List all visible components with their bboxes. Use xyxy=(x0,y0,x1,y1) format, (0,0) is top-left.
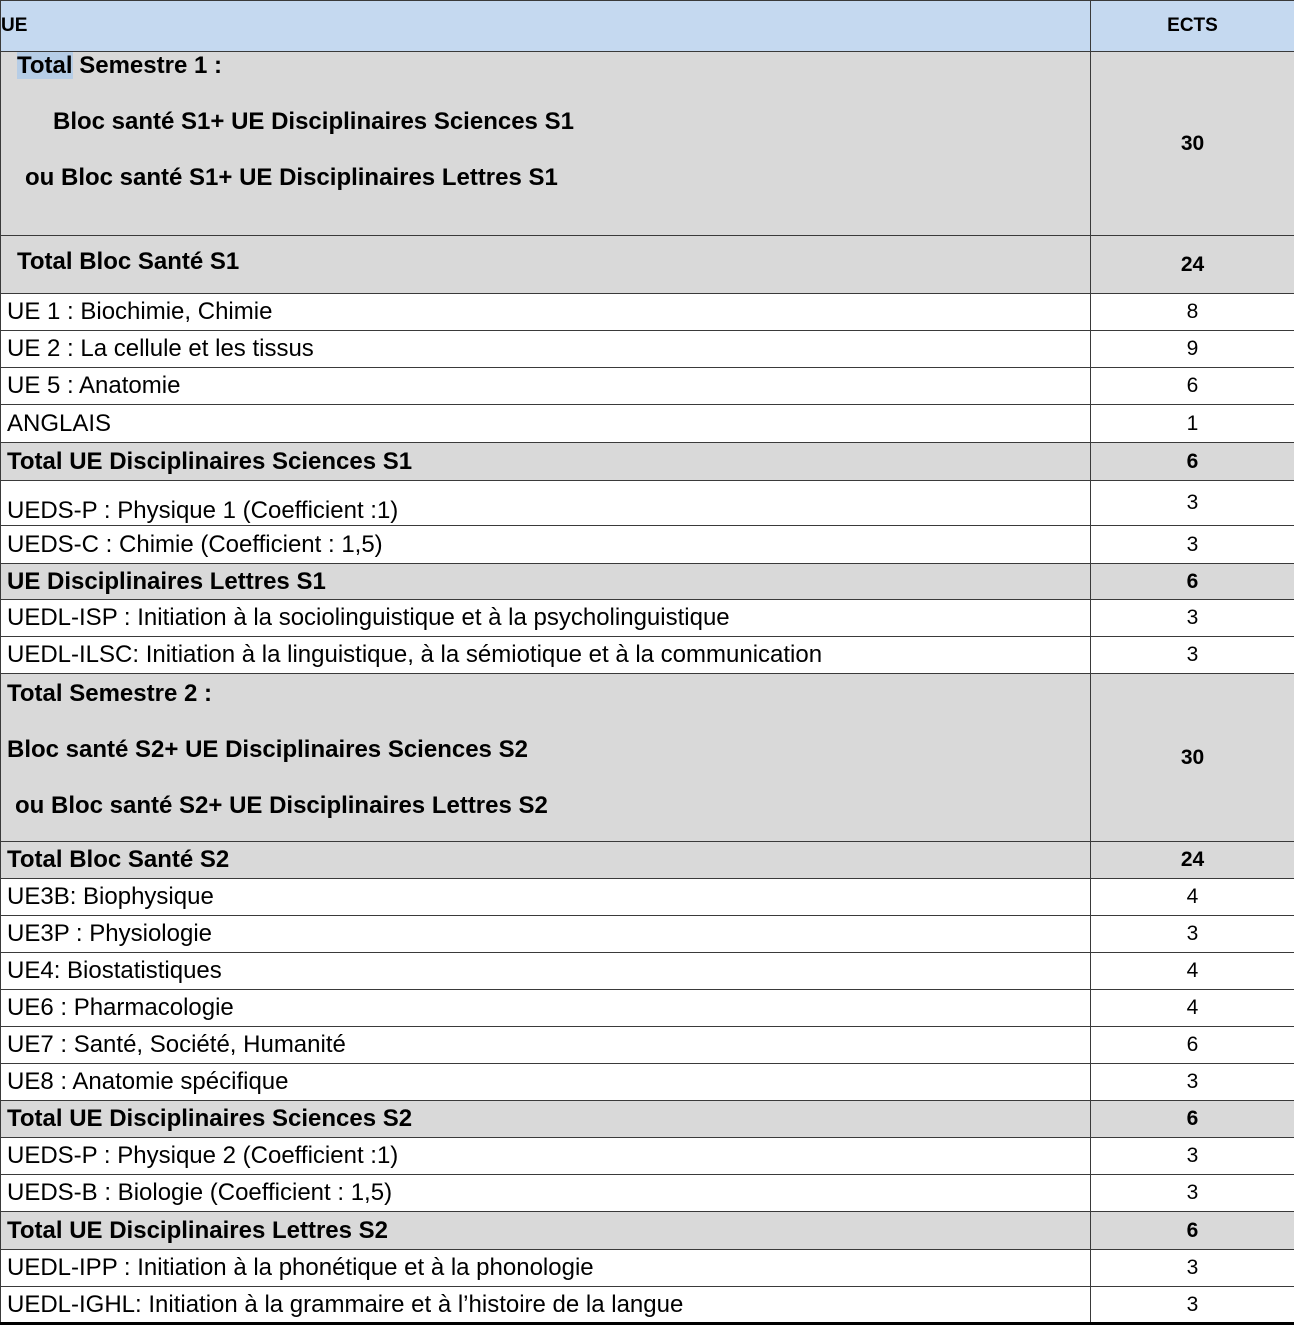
ue-cell: Total UE Disciplinaires Sciences S1 xyxy=(1,443,1091,481)
ue-cell: UE 1 : Biochimie, Chimie xyxy=(1,294,1091,331)
table-row xyxy=(1,481,1294,526)
semester2-total-line3: ou Bloc santé S2+ UE Disciplinaires Lettres S2 xyxy=(15,792,548,819)
ue-cell: UEDL-IPP : Initiation à la phonétique et à la phonologie xyxy=(1,1250,1091,1287)
ects-cell: 8 xyxy=(1091,294,1294,331)
ects-cell: 3 xyxy=(1091,1287,1294,1324)
ue-cell: UEDS-B : Biologie (Coefficient : 1,5) xyxy=(1,1175,1091,1212)
semester2-total-ects: 30 xyxy=(1091,674,1294,842)
ects-cell: 6 xyxy=(1091,443,1294,481)
ue-cell: UE Disciplinaires Lettres S1 xyxy=(1,564,1091,600)
ects-cell: 3 xyxy=(1091,1250,1294,1287)
table-row xyxy=(1,1175,1294,1212)
ects-cell: 6 xyxy=(1091,1027,1294,1064)
ue-cell: UEDS-P : Physique 2 (Coefficient :1) xyxy=(1,1138,1091,1175)
table-row xyxy=(1,1101,1294,1138)
ects-cell: 4 xyxy=(1091,990,1294,1027)
semester1-total-cell xyxy=(1,52,1091,236)
table-row xyxy=(1,236,1294,294)
semester2-total-line2: Bloc santé S2+ UE Disciplinaires Sciences S2 xyxy=(7,736,528,763)
column-header-ue: UE xyxy=(1,1,1091,52)
table-row xyxy=(1,443,1294,481)
ue-cell: UEDS-C : Chimie (Coefficient : 1,5) xyxy=(1,526,1091,564)
table-row xyxy=(1,331,1294,368)
ects-cell: 6 xyxy=(1091,564,1294,600)
ects-cell: 4 xyxy=(1091,879,1294,916)
ects-cell: 4 xyxy=(1091,953,1294,990)
table-row xyxy=(1,953,1294,990)
ects-cell: 3 xyxy=(1091,1064,1294,1101)
semester1-total-row xyxy=(1,52,1294,236)
ue-cell: Total Bloc Santé S2 xyxy=(1,842,1091,879)
table-row xyxy=(1,600,1294,637)
table-row xyxy=(1,526,1294,564)
ects-cell: 3 xyxy=(1091,481,1294,526)
semester1-total-line1: Total Semestre 1 : xyxy=(17,52,222,79)
ue-cell: UEDL-ILSC: Initiation à la linguistique, à la sémiotique et à la communication xyxy=(1,637,1091,674)
table-row xyxy=(1,916,1294,953)
semester2-total-line1: Total Semestre 2 : xyxy=(7,680,212,707)
ue-cell: UE6 : Pharmacologie xyxy=(1,990,1091,1027)
column-header-ects: ECTS xyxy=(1091,1,1294,52)
ue-cell: UEDS-P : Physique 1 (Coefficient :1) xyxy=(1,481,1091,526)
ue-cell: UEDL-IGHL: Initiation à la grammaire et à l’histoire de la langue xyxy=(1,1287,1091,1324)
ects-cell: 9 xyxy=(1091,331,1294,368)
ue-cell: UE7 : Santé, Société, Humanité xyxy=(1,1027,1091,1064)
selected-text-highlight[interactable]: Total xyxy=(17,52,73,79)
ects-cell: 24 xyxy=(1091,236,1294,294)
table-header-row xyxy=(1,1,1294,52)
ects-cell: 6 xyxy=(1091,1212,1294,1250)
table-row xyxy=(1,1287,1294,1324)
table-row xyxy=(1,1138,1294,1175)
ue-cell: UEDL-ISP : Initiation à la sociolinguistique et à la psycholinguistique xyxy=(1,600,1091,637)
ue-cell: Total UE Disciplinaires Lettres S2 xyxy=(1,1212,1091,1250)
ects-cell: 3 xyxy=(1091,600,1294,637)
ue-cell: UE 2 : La cellule et les tissus xyxy=(1,331,1091,368)
ue-cell: Total Bloc Santé S1 xyxy=(1,236,1091,294)
ue-cell: UE 5 : Anatomie xyxy=(1,368,1091,405)
table-row xyxy=(1,842,1294,879)
ue-cell: ANGLAIS xyxy=(1,405,1091,443)
ects-cell: 3 xyxy=(1091,916,1294,953)
table-row xyxy=(1,294,1294,331)
ects-cell: 3 xyxy=(1091,1175,1294,1212)
semester1-total-ects: 30 xyxy=(1091,52,1294,236)
ue-cell: UE4: Biostatistiques xyxy=(1,953,1091,990)
semester2-total-cell xyxy=(1,674,1091,842)
table-row xyxy=(1,1027,1294,1064)
semester1-total-line2: Bloc santé S1+ UE Disciplinaires Sciences S1 xyxy=(53,108,574,135)
semester1-total-line3: ou Bloc santé S1+ UE Disciplinaires Lettres S1 xyxy=(25,164,558,191)
ue-cell: UE8 : Anatomie spécifique xyxy=(1,1064,1091,1101)
table-row xyxy=(1,990,1294,1027)
table-row xyxy=(1,1250,1294,1287)
table-row xyxy=(1,405,1294,443)
table-row xyxy=(1,1064,1294,1101)
ects-cell: 3 xyxy=(1091,526,1294,564)
ects-cell: 24 xyxy=(1091,842,1294,879)
table-row xyxy=(1,564,1294,600)
ects-cell: 3 xyxy=(1091,637,1294,674)
table-row xyxy=(1,368,1294,405)
ue-cell: UE3P : Physiologie xyxy=(1,916,1091,953)
table-row xyxy=(1,637,1294,674)
ue-cell: UE3B: Biophysique xyxy=(1,879,1091,916)
semester2-total-row xyxy=(1,674,1294,842)
ects-cell: 6 xyxy=(1091,368,1294,405)
ue-cell: Total UE Disciplinaires Sciences S2 xyxy=(1,1101,1091,1138)
ects-cell: 3 xyxy=(1091,1138,1294,1175)
ects-cell: 1 xyxy=(1091,405,1294,443)
ects-cell: 6 xyxy=(1091,1101,1294,1138)
table-row xyxy=(1,879,1294,916)
table-row xyxy=(1,1212,1294,1250)
